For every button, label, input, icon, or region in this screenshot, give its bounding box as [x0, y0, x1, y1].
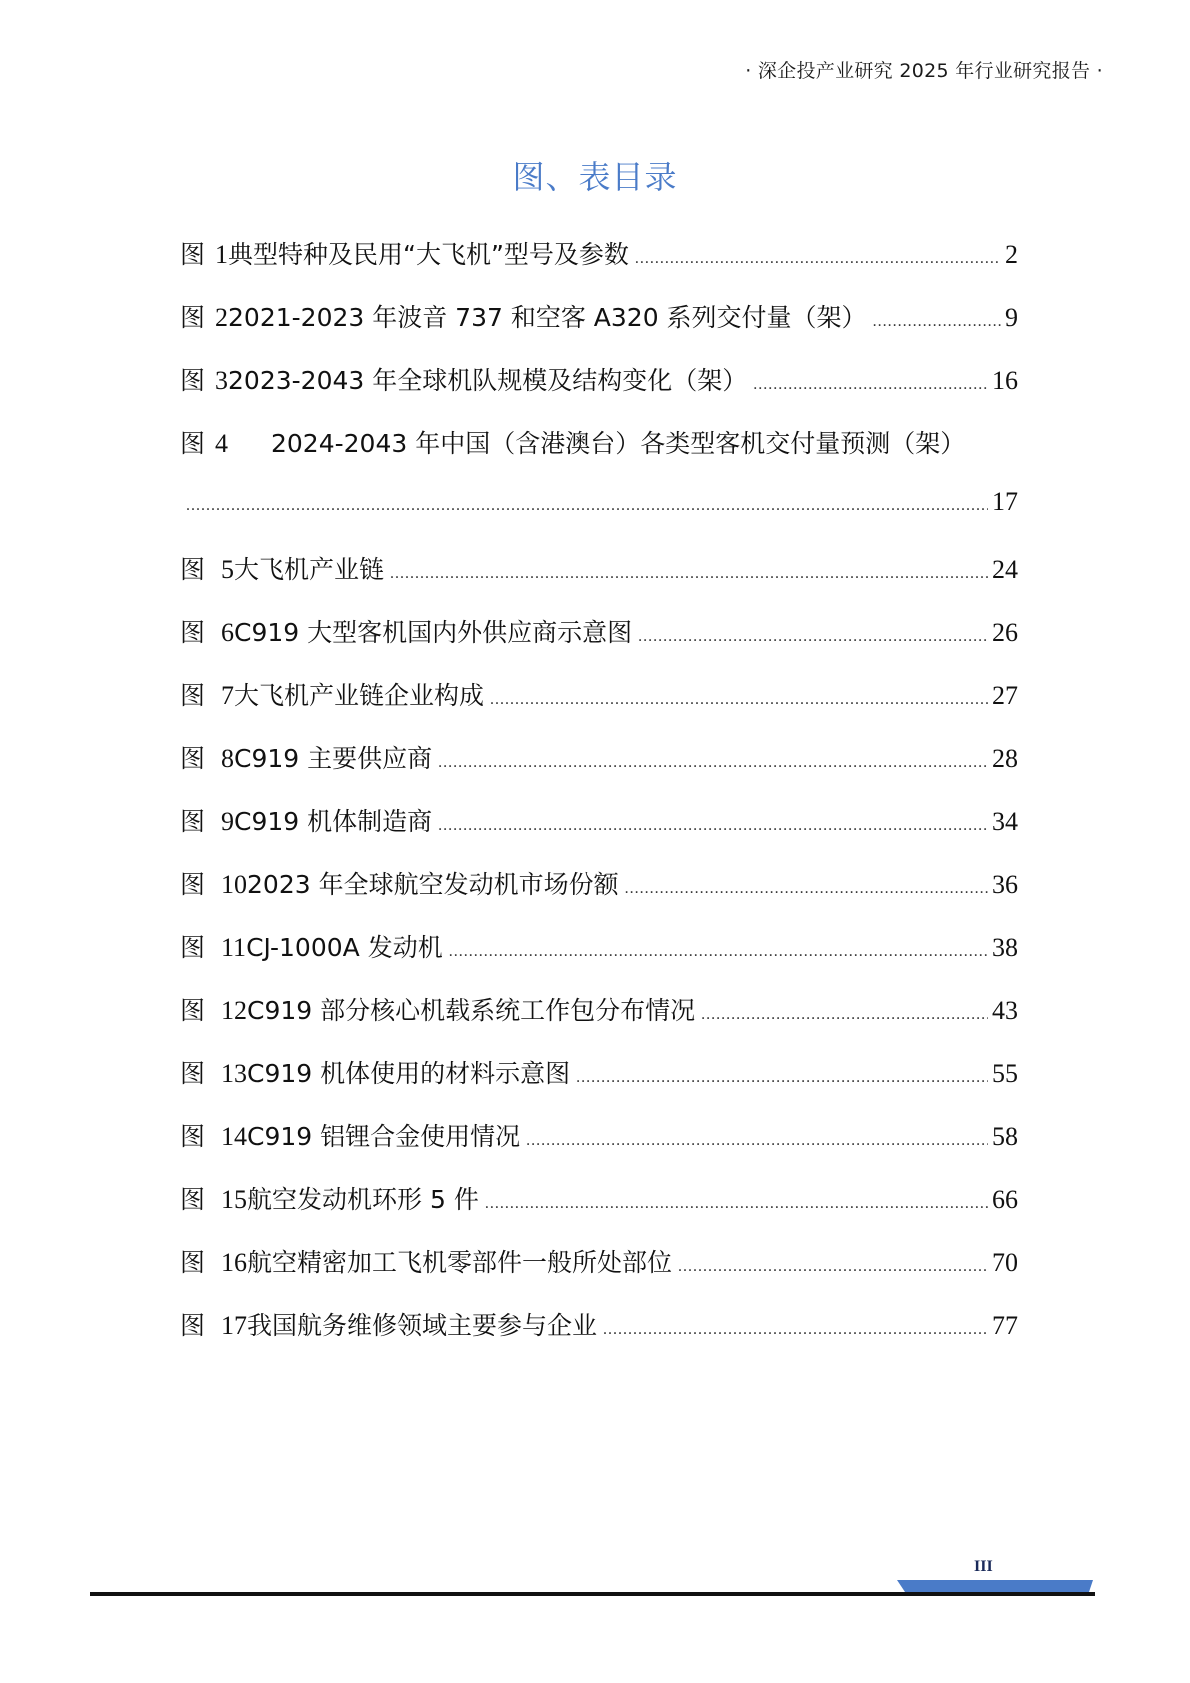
toc-entry-number: 图 5 [180, 555, 235, 584]
toc-entry[interactable] [180, 298, 1018, 361]
toc-entry-page: 9 [1005, 303, 1018, 332]
toc-entry-title: C919 铝锂合金使用情况 [247, 1122, 521, 1151]
toc-entry-number: 图 15 [180, 1185, 248, 1214]
toc-entry[interactable] [180, 1117, 1018, 1180]
toc-entry-leader [485, 1195, 988, 1213]
toc-entry-title: C919 部分核心机载系统工作包分布情况 [247, 996, 696, 1025]
toc-entry[interactable] [180, 802, 1018, 865]
toc-entry-page: 34 [992, 807, 1018, 836]
toc-entry-leader [873, 313, 1001, 331]
toc-entry-page: 26 [992, 618, 1018, 647]
toc-entry-title: C919 大型客机国内外供应商示意图 [234, 618, 633, 647]
toc-entry-leader [186, 497, 988, 515]
toc-entry-number: 图 10 [180, 870, 248, 899]
toc-entry-page: 16 [992, 366, 1018, 395]
footer-accent-shape [897, 1580, 1093, 1592]
toc-entry-leader [678, 1258, 988, 1276]
toc-entry-leader [635, 250, 1001, 268]
toc-entry[interactable] [180, 1306, 1018, 1369]
toc-entry-title: 航空发动机环形 5 件 [247, 1185, 479, 1214]
page-title: 图、表目录 [512, 158, 678, 196]
toc-entry-page: 36 [992, 870, 1018, 899]
toc-entry-number: 图 4 [180, 429, 229, 458]
toc-entry-page: 17 [992, 487, 1018, 516]
toc-entry-page: 70 [992, 1248, 1018, 1277]
toc-entry-leader [753, 376, 988, 394]
toc-entry[interactable] [180, 1243, 1018, 1306]
toc-entry-leader [438, 817, 988, 835]
running-header: · 深企投产业研究 2025 年行业研究报告 · [745, 60, 1103, 82]
toc-entry-leader [603, 1321, 988, 1339]
toc-entry-continuation[interactable] [180, 487, 1018, 550]
toc-entry-title: 2021-2023 年波音 737 和空客 A320 系列交付量（架） [228, 303, 867, 332]
toc-entry-leader [438, 754, 988, 772]
toc-entry-title: 2023-2043 年全球机队规模及结构变化（架） [228, 366, 748, 395]
toc-entry-page: 58 [992, 1122, 1018, 1151]
toc-entry-title: 典型特种及民用“大飞机”型号及参数 [228, 240, 629, 269]
toc-entry[interactable] [180, 928, 1018, 991]
toc-entry-title: C919 机体制造商 [234, 807, 433, 836]
toc-entry-title: CJ-1000A 发动机 [246, 933, 443, 962]
toc-entry-leader [625, 880, 988, 898]
toc-entry-number: 图 6 [180, 618, 235, 647]
toc-entry-page: 27 [992, 681, 1018, 710]
toc-entry-number: 图 17 [180, 1311, 248, 1340]
toc-entry[interactable] [180, 550, 1018, 613]
toc-entry-number: 图 11 [180, 933, 247, 962]
toc-entry-number: 图 12 [180, 996, 248, 1025]
toc-entry-page: 38 [992, 933, 1018, 962]
toc-entry-leader [638, 628, 988, 646]
footer-rule [90, 1592, 1095, 1596]
toc-entry-page: 2 [1005, 240, 1018, 269]
toc-entry-leader [390, 565, 988, 583]
toc-entry-page: 55 [992, 1059, 1018, 1088]
toc-entry[interactable] [180, 361, 1018, 424]
toc-entry-number: 图 2 [180, 303, 229, 332]
toc-entry-page: 43 [992, 996, 1018, 1025]
toc-entry-leader [490, 691, 988, 709]
toc-entry-title: C919 机体使用的材料示意图 [247, 1059, 571, 1088]
toc-entry-page: 28 [992, 744, 1018, 773]
toc-entry-number: 图 13 [180, 1059, 248, 1088]
toc-entry-leader [576, 1069, 988, 1087]
toc-entry[interactable] [180, 1180, 1018, 1243]
toc-entry-leader [526, 1132, 988, 1150]
toc-entry[interactable] [180, 991, 1018, 1054]
toc-entry[interactable] [180, 1054, 1018, 1117]
toc-entry-title: C919 主要供应商 [234, 744, 433, 773]
toc-entry[interactable] [180, 613, 1018, 676]
toc-entry-page: 24 [992, 555, 1018, 584]
toc-list [180, 235, 1018, 1369]
toc-entry[interactable] [180, 235, 1018, 298]
toc-entry-number: 图 1 [180, 240, 229, 269]
toc-entry-number: 图 3 [180, 366, 229, 395]
toc-entry-leader [701, 1006, 988, 1024]
toc-entry-title: 2024-2043 年中国（含港澳台）各类型客机交付量预测（架） [271, 429, 966, 458]
footer-page-number: III [974, 1558, 993, 1575]
toc-entry-title: 2023 年全球航空发动机市场份额 [247, 870, 619, 899]
toc-entry-page: 66 [992, 1185, 1018, 1214]
toc-entry-title: 航空精密加工飞机零部件一般所处部位 [247, 1248, 673, 1277]
toc-entry-title: 大飞机产业链 [234, 555, 385, 584]
toc-entry[interactable] [180, 739, 1018, 802]
toc-entry-number: 图 7 [180, 681, 235, 710]
toc-entry-title: 我国航务维修领域主要参与企业 [247, 1311, 598, 1340]
toc-entry-leader [449, 943, 988, 961]
toc-entry[interactable] [180, 676, 1018, 739]
toc-entry-number: 图 9 [180, 807, 235, 836]
toc-entry-number: 图 16 [180, 1248, 248, 1277]
toc-entry-number: 图 8 [180, 744, 235, 773]
toc-entry-number: 图 14 [180, 1122, 248, 1151]
toc-entry-page: 77 [992, 1311, 1018, 1340]
toc-entry[interactable] [180, 424, 1018, 487]
toc-entry[interactable] [180, 865, 1018, 928]
toc-entry-title: 大飞机产业链企业构成 [234, 681, 485, 710]
